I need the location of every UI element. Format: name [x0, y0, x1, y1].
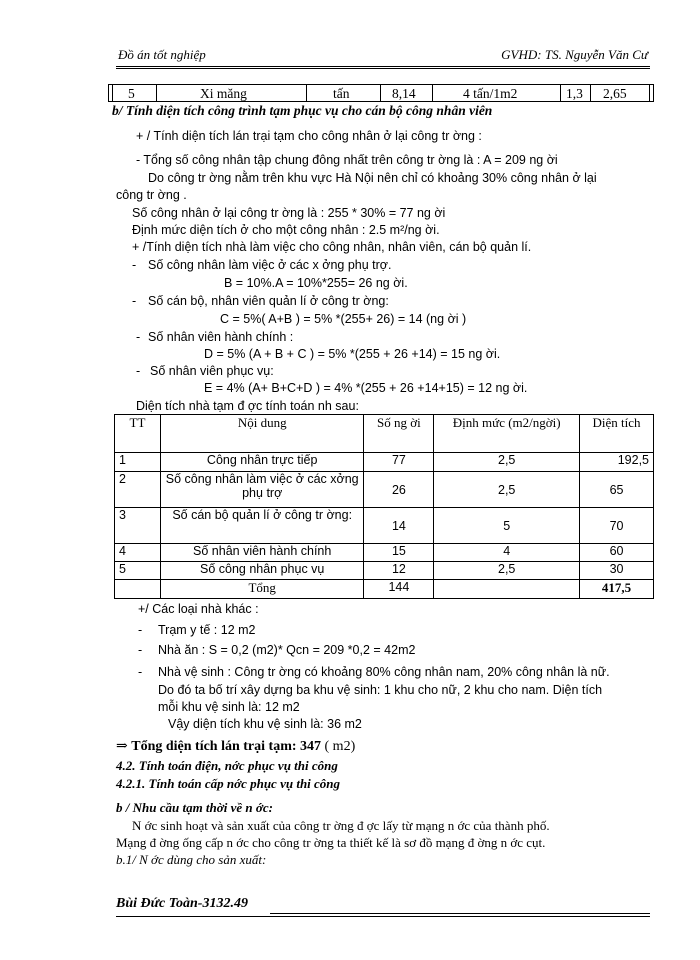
- cell-area: 60: [580, 544, 654, 562]
- total-area-unit: ( m2): [324, 739, 356, 754]
- item-ve-sinh: Nhà vệ sinh : Công tr ờng có khoảng 80% công nhân nam, 20% công nhân là nữ.: [158, 665, 610, 679]
- bullet-dash: -: [138, 623, 143, 637]
- cell-tt: 5: [115, 562, 161, 580]
- cell-tt: 2: [115, 472, 161, 508]
- table-row: [115, 544, 654, 562]
- cell-content: Số công nhân phục vụ: [160, 562, 364, 580]
- para-table-intro: Diện tích nhà tạm đ ợc tính toán nh sau:: [136, 399, 359, 413]
- cell-area: 65: [580, 472, 654, 508]
- bullet-dash: -: [136, 330, 141, 344]
- para-dinh-muc: Định mức diện tích ở cho một công nhân : 2.5 m²/ng ời.: [132, 223, 440, 237]
- section-b1: b.1/ N ớc dùng cho sản xuất:: [116, 852, 267, 867]
- total-area-line: [116, 738, 355, 755]
- bullet-dash: -: [132, 294, 137, 308]
- header-cell: Nội dung: [160, 415, 364, 453]
- cell-area: 192,5: [580, 453, 654, 472]
- cell-area: 70: [580, 508, 654, 544]
- cell-tt: [115, 580, 161, 599]
- header-cell: Diện tích: [580, 415, 654, 453]
- prev-cell: 2,65: [603, 86, 627, 101]
- para-xuong-phu-tro: Số công nhân làm việc ở các x ởng phụ trợ.: [148, 258, 392, 272]
- total-label: Tổng: [160, 580, 364, 599]
- item-ve-sinh-cont: mỗi khu vệ sinh là: 12 m2: [158, 700, 300, 714]
- para-nha-lam-viec: + /Tính diện tích nhà làm việc cho công nhân, nhân viên, cán bộ quản lí.: [132, 240, 532, 254]
- cell-tt: 1: [115, 453, 161, 472]
- prev-cell: 8,14: [392, 86, 416, 101]
- total-workers: 144: [364, 580, 434, 599]
- header-cell: Số ng ời: [364, 415, 434, 453]
- cell-workers: 12: [364, 562, 434, 580]
- header-rule-2: [116, 68, 650, 69]
- cell-workers: 26: [364, 472, 434, 508]
- item-ve-sinh-total: Vậy diện tích khu vệ sinh là: 36 m2: [168, 717, 362, 731]
- cell-tt: 3: [115, 508, 161, 544]
- item-tram-y-te: Trạm y tế : 12 m2: [158, 623, 256, 637]
- bullet-dash: -: [136, 364, 141, 378]
- para-o-lai: Số công nhân ở lại công tr ờng là : 255 * 30% = 77 ng ời: [132, 206, 446, 220]
- prev-cell: Xi măng: [200, 86, 247, 101]
- area-table: [114, 414, 654, 599]
- section-4-2: 4.2. Tính toán điện, nớc phục vụ thi công: [116, 758, 338, 773]
- prev-cell: tấn: [333, 86, 350, 101]
- header-right: GVHD: TS. Nguyễn Văn Cư: [501, 47, 648, 62]
- cell-content: Số cán bộ quản lí ở công tr ờng:: [160, 508, 364, 544]
- total-area-label: Tổng diện tích lán trại tạm: 347: [131, 739, 322, 754]
- bullet-dash: -: [132, 258, 137, 272]
- table-total-row: [115, 580, 654, 599]
- cell-rate: 2,5: [434, 453, 580, 472]
- cell-area: 30: [580, 562, 654, 580]
- formula-c: C = 5%( A+B ) = 5% *(255+ 26) = 14 (ng ời ): [220, 312, 467, 326]
- cell-workers: 14: [364, 508, 434, 544]
- cell-workers: 15: [364, 544, 434, 562]
- table-row: [115, 508, 654, 544]
- section-4-2-1: 4.2.1. Tính toán cấp nớc phục vụ thi công: [116, 776, 341, 791]
- section-b-water: b / Nhu cầu tạm thời về n ớc:: [116, 800, 273, 815]
- table-row: [115, 562, 654, 580]
- para-water-source: N ớc sinh hoạt và sản xuất của công tr ờng đ ợc lấy từ mạng n ớc của thành phố.: [132, 818, 550, 833]
- cell-tt: 4: [115, 544, 161, 562]
- header-cell: TT: [115, 415, 161, 453]
- cell-workers: 77: [364, 453, 434, 472]
- bullet-dash: -: [138, 643, 143, 657]
- para-can-bo: Số cán bộ, nhân viên quản lí ở công tr ờng:: [148, 294, 389, 308]
- cell-content: Số nhân viên hành chính: [160, 544, 364, 562]
- formula-b: B = 10%.A = 10%*255= 26 ng ời.: [224, 276, 408, 290]
- para-tong-cong-nhan: - Tổng số công nhân tập chung đông nhất trên công tr ờng là : A = 209 ng ời: [136, 153, 558, 167]
- footer-rule: [270, 913, 650, 914]
- other-title: +/ Các loại nhà khác :: [138, 602, 259, 616]
- cell-rate: 2,5: [434, 472, 580, 508]
- bullet-dash: -: [138, 665, 143, 679]
- prev-cell: 4 tấn/1m2: [463, 86, 518, 101]
- table-row: [115, 453, 654, 472]
- cell-content: Số công nhân làm việc ở các xởng phụ trợ: [160, 472, 364, 508]
- section-b-title: b/ Tính diện tích công trình tạm phục vụ cho cán bộ công nhân viên: [112, 103, 493, 118]
- table-header-row: [115, 415, 654, 453]
- header-cell: Định mức (m2/ngời): [434, 415, 580, 453]
- table-row: [115, 472, 654, 508]
- total-rate: [434, 580, 580, 599]
- para-water-network: Mạng đ ờng ống cấp n ớc cho công tr ờng ta thiết kế là sơ đồ mạng đ ờng n ớc cụt.: [116, 835, 546, 850]
- header-left: Đồ án tốt nghiệp: [118, 47, 206, 62]
- footer-rule-2: [116, 916, 650, 917]
- item-nha-an: Nhà ăn : S = 0,2 (m2)* Qcn = 209 *0,2 = 42m2: [158, 643, 416, 657]
- item-ve-sinh-cont: Do đó ta bố trí xây dựng ba khu vệ sinh: 1 khu cho nữ, 2 khu cho nam. Diện tích: [158, 683, 603, 697]
- para-phuc-vu: Số nhân viên phục vụ:: [150, 364, 274, 378]
- cell-content: Công nhân trực tiếp: [160, 453, 364, 472]
- para-lan-trai: + / Tính diện tích lán trại tạm cho công nhân ở lại công tr ờng :: [136, 129, 482, 143]
- cell-rate: 4: [434, 544, 580, 562]
- formula-d: D = 5% (A + B + C ) = 5% *(255 + 26 +14) = 15 ng ời.: [204, 347, 501, 361]
- total-area-cell: 417,5: [580, 580, 654, 599]
- header-rule: [116, 66, 650, 67]
- formula-e: E = 4% (A+ B+C+D ) = 4% *(255 + 26 +14+15) = 12 ng ời.: [204, 381, 528, 395]
- prev-cell: 5: [128, 86, 135, 101]
- para-ha-noi: Do công tr ờng nằm trên khu vực Hà Nội nên chỉ có khoảng 30% công nhân ở lại: [148, 171, 597, 185]
- cell-rate: 2,5: [434, 562, 580, 580]
- arrow-right-icon: ⇒: [116, 739, 128, 754]
- prev-cell: 1,3: [566, 86, 583, 101]
- para-hanh-chinh: Số nhân viên hành chính :: [148, 330, 294, 344]
- cell-rate: 5: [434, 508, 580, 544]
- footer-author: Bùi Đức Toàn-3132.49: [116, 896, 248, 911]
- para-ha-noi-cont: công tr ờng .: [116, 188, 187, 202]
